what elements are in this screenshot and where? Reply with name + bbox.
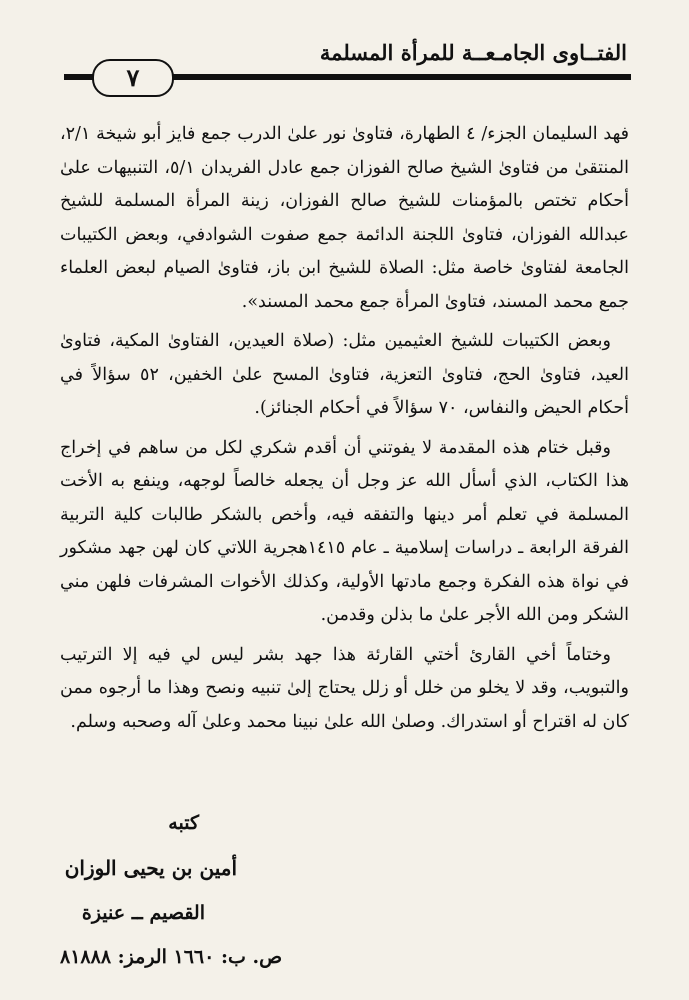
paragraph-acknowledgements: وقبل ختام هذه المقدمة لا يفوتني أن أقدم شكري لكل من ساهم في إخراج هذا الكتاب، الذي أسأل الله عز وجل أن يجعله خالصاً لوجهه، وينفع به الأخت المسلمة في تعلم أمر دينها والتفقه فيه، وأخص بالشكر طالبات كلية التربية الفرقة الرابعة ـ دراسات إسلامية ـ عام ١٤١٥هجرية اللاتي كان لهن جهد مشكور في نواة هذه الفكرة وجمع مادتها الأولية، وكذلك الأخوات المشرفات فلهن مني الشكر ومن الله الأجر علىٰ ما بذلن وقدمن.: [60, 437, 629, 625]
paragraph-uthaymeen-booklets: وبعض الكتيبات للشيخ العثيمين مثل: (صلاة العيدين، الفتاوىٰ المكية، فتاوىٰ العيد، فتاوىٰ الحج، فتاوىٰ التعزية، فتاوىٰ المسح علىٰ الخفين، ٥٢ سؤالاً في أحكام الحيض والنفاس، ٧٠ سؤالاً في أحكام الجنائز).: [60, 331, 629, 418]
author-name: أمين بن يحيى الوزان: [64, 856, 237, 880]
paragraph-closing: وختاماً أخي القارئ أختي القارئة هذا جهد بشر ليس لي فيه إلا الترتيب والتبويب، وقد لا يخلو من خلل أو زلل يحتاج إلىٰ تنبيه ونصح وهذا ما أرجوه ممن كان له اقتراح أو استدراك. وصلىٰ الله علىٰ نبينا محمد وعلىٰ آله وصحبه وسلم.: [60, 644, 629, 732]
page-number: ٧: [92, 59, 174, 97]
running-header-title: الفتــاوى الجامـعــة للمرأة المسلمة: [319, 40, 627, 65]
body-text: [60, 118, 629, 745]
author-pobox: ص. ب: ١٦٦٠ الرمز: ٨١٨٨٨: [60, 946, 283, 968]
author-location: القصيم ــ عنيزة: [81, 902, 205, 924]
signature-wrote: كتبه: [168, 812, 199, 834]
paragraph-sources: فهد السليمان الجزء/ ٤ الطهارة، فتاوىٰ نور علىٰ الدرب جمع فايز أبو شيخة ٢/١، المنتقىٰ من فتاوىٰ الشيخ صالح الفوزان جمع عادل الفريدان ٥/١، التنبيهات علىٰ أحكام تختص بالمؤمنات للشيخ صالح الفوزان، زينة المرأة المسلمة للشيخ عبدالله الفوزان، فتاوىٰ اللجنة الدائمة جمع صفوت الشوادفي، وبعض الكتيبات الجامعة لفتاوىٰ خاصة مثل: الصلاة للشيخ ابن باز، فتاوىٰ الصيام لبعض العلماء جمع محمد المسند، فتاوىٰ المرأة جمع محمد المسند».: [60, 124, 629, 312]
